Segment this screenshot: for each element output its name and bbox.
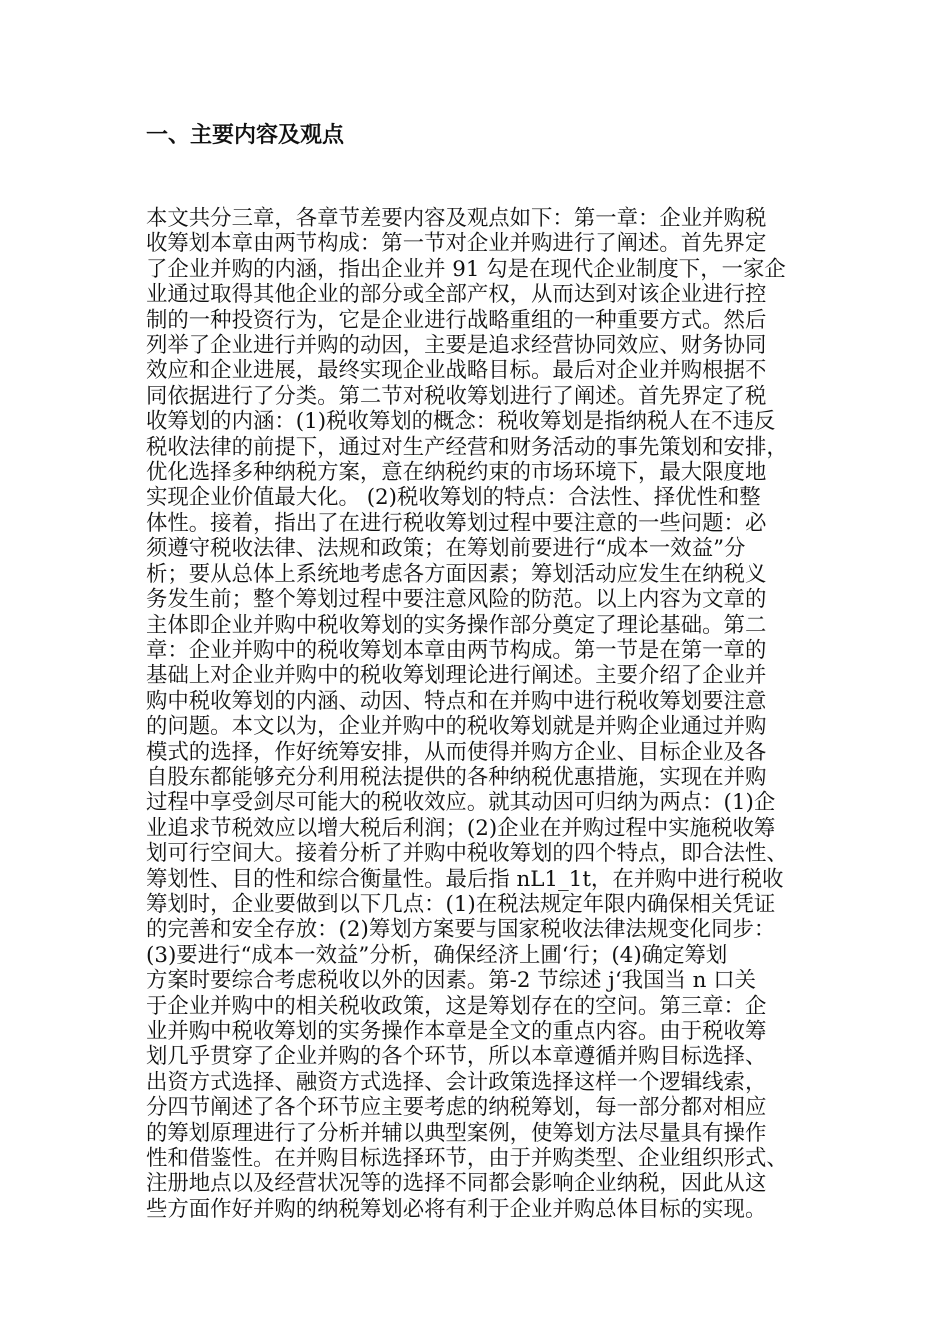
paragraph-line: 业追求节税效应以增大税后利润；(2)企业在并购过程中实施税收筹 [146,815,776,841]
paragraph-line: 优化选择多种纳税方案，意在纳税约束的市场环境下，最大限度地 [146,460,767,486]
paragraph-line: 主体即企业并购中税收筹划的实务操作部分奠定了理论基础。第二 [146,612,767,638]
paragraph-line: 章：企业并购中的税收筹划本章由两节构成。第一节是在第一章的 [146,637,767,663]
paragraph-line: 业并购中税收筹划的实务操作本章是全文的重点内容。由于税收筹 [146,1019,767,1044]
paragraph-line: 划可行空间大。接着分析了并购中税收筹划的四个特点，即合法性、 [146,841,788,867]
body-paragraph [146,206,808,1222]
paragraph-line: 收筹划的内涵：(1)税收筹划的概念：税收筹划是指纳税人在不违反 [146,409,776,435]
paragraph-line: 务发生前；整个筹划过程中要注意风险的防范。以上内容为文章的 [146,587,767,613]
paragraph-line: 实现企业价值最大化。 (2)税收筹划的特点：合法性、择优性和整 [146,485,761,511]
paragraph-line: 制的一种投资行为，它是企业进行战略重组的一种重要方式。然后 [146,307,767,333]
paragraph-line: 列举了企业进行并购的动因，主要是追求经营协同效应、财务协同 [146,333,767,359]
paragraph-line: 的问题。本文以为，企业并购中的税收筹划就是并购企业通过并购 [146,714,767,740]
paragraph-line: 本文共分三章，各章节差要内容及观点如下：第一章：企业并购税 [146,206,767,231]
paragraph-line: 体性。接着，指出了在进行税收筹划过程中要注意的一些问题：必 [146,510,767,536]
paragraph-line: 基础上对企业并购中的税收筹划理论进行阐述。主要介绍了企业并 [146,663,767,689]
paragraph-line: 收筹划本章由两节构成：第一节对企业并购进行了阐述。首先界定 [146,231,767,257]
paragraph-line: (3)要进行“成本一效益”分析，确保经济上圃‘行；(4)确定筹划 [146,942,728,968]
paragraph-line: 些方面作好并购的纳税筹划必将有利于企业并购总体目标的实现。 [146,1196,767,1222]
paragraph-line: 模式的选择，作好统筹安排，从而使得并购方企业、目标企业及各 [146,739,767,765]
section-heading: 一、主要内容及观点 [146,123,345,148]
paragraph-line: 须遵守税收法律、法规和政策；在筹划前要进行“成本一效益”分 [146,536,746,562]
paragraph-line: 筹划性、目的性和综合衡量性。最后指 nL1_1t，在并购中进行税收 [146,866,784,892]
paragraph-line: 过程中享受剑尽可能大的税收效应。就其动因可归纳为两点：(1)企 [146,790,776,816]
paragraph-line: 出资方式选择、融资方式选择、会计政策选择这样一个逻辑线索， [146,1069,767,1095]
paragraph-line: 自股东都能够充分利用税法提供的各种纳税优惠措施，实现在并购 [146,764,767,790]
paragraph-line: 了企业并购的内涵，指出企业并 91 勾是在现代企业制度下，一家企 [146,256,786,282]
paragraph-line: 同依据进行了分类。第二节对税收筹划进行了阐述。首先界定了税 [146,383,767,409]
paragraph-line: 性和借鉴性。在并购目标选择环节，由于并购类型、企业组织形式、 [146,1146,788,1172]
paragraph-line: 筹划时，企业要做到以下几点：(1)在税法规定年限内确保相关凭证 [146,891,776,917]
paragraph-line: 税收法律的前提下，通过对生产经营和财务活动的事先策划和安排， [146,434,788,460]
paragraph-line: 的筹划原理进行了分析并辅以典型案例，使筹划方法尽量具有操作 [146,1120,767,1146]
paragraph-line: 分四节阐述了各个环节应主要考虑的纳税筹划，每一部分都对相应 [146,1095,767,1121]
paragraph-line: 的完善和安全存放：(2)筹划方案要与国家税收法律法规变化同步： [146,917,776,943]
paragraph-line: 注册地点以及经营状况等的选择不同都会影响企业纳税，因此从这 [146,1171,767,1197]
paragraph-line: 业通过取得其他企业的部分或全部产权，从而达到对该企业进行控 [146,282,767,308]
paragraph-line: 划几乎贯穿了企业并购的各个环节，所以本章遵循并购目标选择、 [146,1044,767,1070]
paragraph-line: 方案时要综合考虑税收以外的因素。第-2 节综述 j‘我国当 n 口关 [146,968,757,994]
paragraph-line: 析；要从总体上系统地考虑各方面因素；筹划活动应发生在纳税义 [146,561,767,587]
paragraph-line: 购中税收筹划的内涵、动因、特点和在并购中进行税收筹划要注意 [146,688,767,714]
paragraph-line: 于企业并购中的相关税收政策，这是筹划存在的空问。第三章：企 [146,993,767,1019]
paragraph-line: 效应和企业进展，最终实现企业战略目标。最后对企业并购根据不 [146,358,767,384]
